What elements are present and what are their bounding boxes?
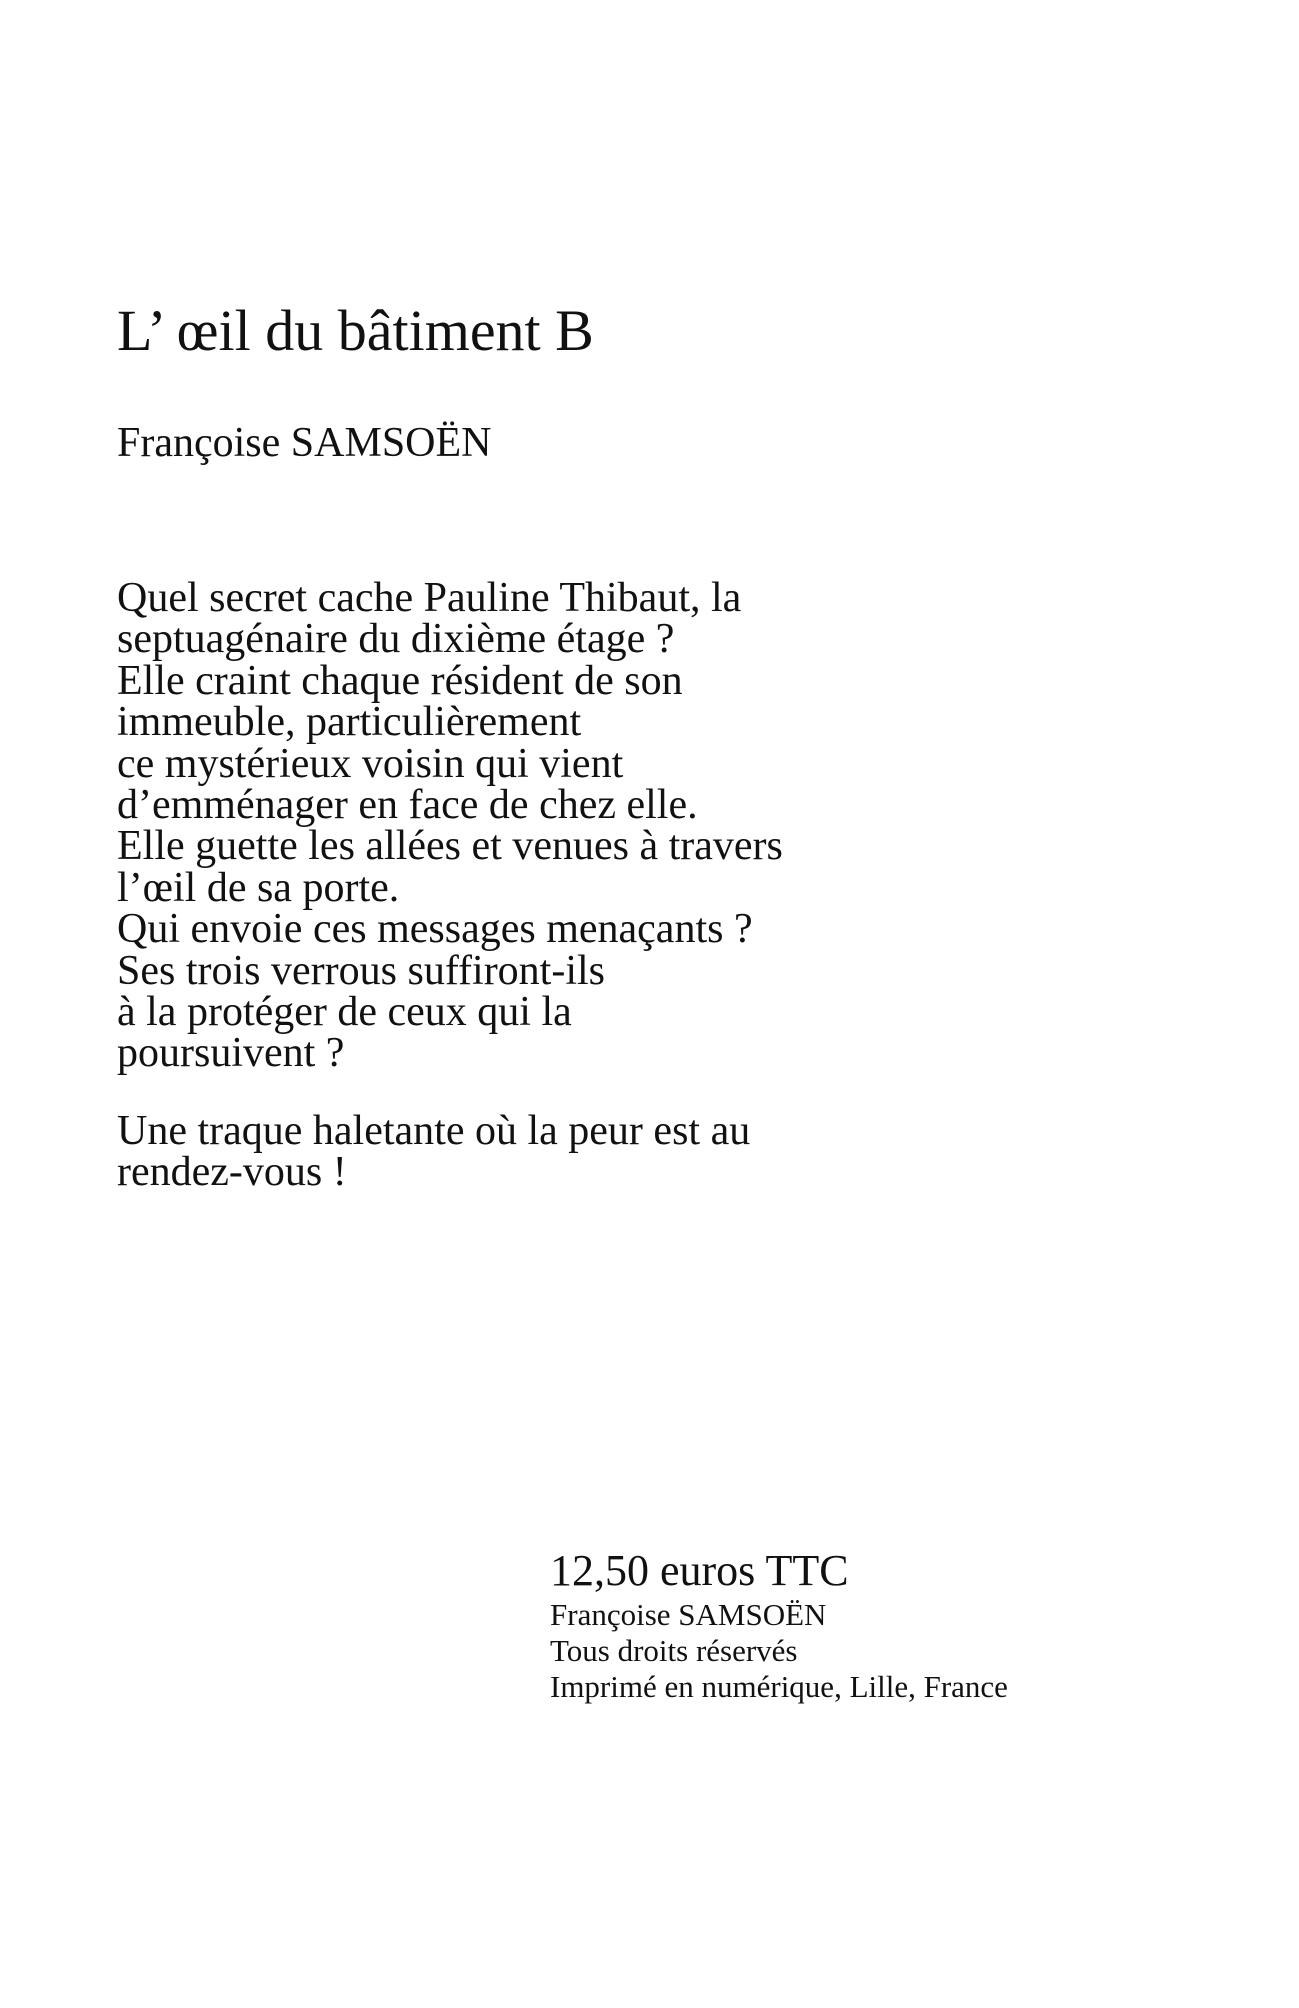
blurb-line: Elle craint chaque résident de son — [117, 657, 683, 704]
blurb-line: Quel secret cache Pauline Thibaut, la — [117, 575, 742, 621]
imprint — [550, 1545, 1008, 1705]
blurb-line: Elle guette les allées et venues à travers — [117, 823, 783, 870]
book-title: L’ œil du bâtiment B — [117, 298, 594, 363]
imprint-printed: Imprimé en numérique, Lille, France — [550, 1669, 1008, 1704]
blurb-line: à la protéger de ceux qui la — [117, 989, 572, 1036]
blurb-line: d’emménager en face de chez elle. — [117, 782, 698, 829]
blurb-line: Qui envoie ces messages menaçants ? — [117, 906, 753, 953]
book-author: Françoise SAMSOËN — [117, 420, 492, 466]
blurb-line: poursuivent ? — [117, 1030, 345, 1077]
imprint-author: Françoise SAMSOËN — [550, 1597, 827, 1632]
imprint-rights: Tous droits réservés — [550, 1633, 798, 1668]
blurb-line: Ses trois verrous suffiront-ils — [117, 947, 606, 994]
blurb — [117, 575, 1017, 1196]
blurb-line: l’œil de sa porte. — [117, 864, 400, 911]
price: 12,50 euros TTC — [550, 1546, 849, 1595]
blurb-line: Une traque haletante où la peur est au — [117, 1107, 751, 1154]
blurb-line: ce mystérieux voisin qui vient — [117, 740, 624, 787]
blurb-line: immeuble, particulièrement — [117, 699, 582, 746]
paragraph-gap — [117, 1075, 1017, 1111]
blurb-line: rendez-vous ! — [117, 1149, 347, 1196]
blurb-line: septuagénaire du dixième étage ? — [117, 616, 675, 663]
